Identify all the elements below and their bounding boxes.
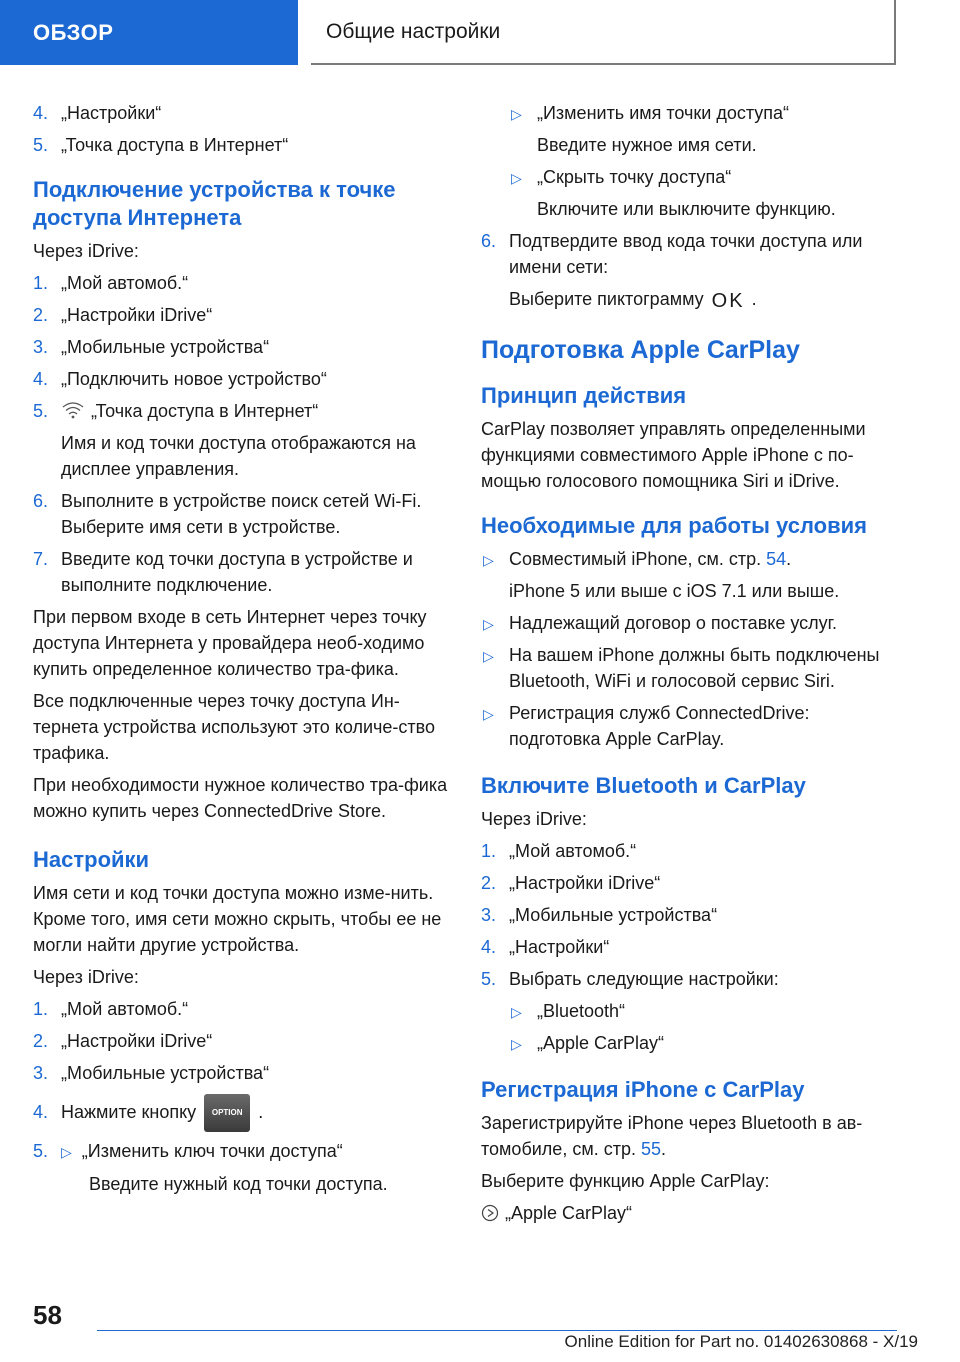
list-item: 6. Подтвердите ввод кода точки доступа или имени сети: (481, 231, 863, 277)
bullet-item: ▷ Надлежащий договор о поставке услуг. (481, 610, 901, 636)
triangle-bullet-icon: ▷ (61, 1144, 72, 1161)
bullet-note: iPhone 5 или выше с iOS 7.1 или выше. (509, 581, 840, 601)
list-item: 7. Введите код точки доступа в устройстве и выполните подключение. (33, 549, 413, 595)
via-idrive-text: Через iDrive: (33, 241, 139, 261)
list-item: 4. Нажмите кнопку OPTION . (33, 1092, 448, 1132)
paragraph: При первом входе в сеть Интернет через точку доступа Интернета у провайдера необ-ходимо купить определенное количество тра-фика. (33, 607, 427, 679)
paragraph: Зарегистрируйте iPhone через Bluetooth в ав-томобиле, см. стр. 55. (481, 1113, 863, 1159)
bullet-item: ▷ На вашем iPhone должны быть подключены Bluetooth, WiFi и голосовой сервис Siri. (483, 645, 880, 691)
header-title: Общие настройки (311, 0, 896, 65)
triangle-bullet-icon: ▷ (483, 706, 494, 722)
step-note: Введите нужный код точки доступа. (89, 1174, 388, 1195)
bullet-item: ▷ Совместимый iPhone, см. стр. 54. (481, 546, 901, 572)
via-idrive-text: Через iDrive: (481, 809, 587, 829)
list-item: 5. „Точка доступа в Интернет“ (33, 401, 319, 421)
via-idrive-text: Через iDrive: (33, 967, 139, 987)
list-item: 1. „Мой автомоб.“ (33, 273, 189, 293)
list-item: 5. Выбрать следующие настройки: (481, 969, 779, 989)
right-column (481, 100, 901, 1232)
heading-conditions: Необходимые для работы условия (481, 513, 867, 538)
paragraph: Выберите функцию Apple CarPlay: (481, 1171, 770, 1191)
bullet-note: Введите нужное имя сети. (537, 135, 757, 155)
list-item: 6. Выполните в устройстве поиск сетей Wi-Fi. Выберите имя сети в устройстве. (33, 491, 422, 537)
list-item: 4. „Подключить новое устройство“ (33, 369, 327, 389)
triangle-bullet-icon: ▷ (483, 616, 494, 632)
header-section-tab: ОБЗОР (0, 0, 298, 65)
bullet-item: ▷ „Изменить имя точки доступа“ (509, 100, 901, 126)
list-item: 5. „Точка доступа в Интернет“ (33, 135, 289, 155)
heading-carplay-prep: Подготовка Apple CarPlay (481, 336, 800, 364)
footer-divider (97, 1330, 897, 1331)
bullet-item: ▷ Регистрация служб ConnectedDrive: подготовка Apple CarPlay. (483, 703, 810, 749)
page-number: 58 (33, 1300, 62, 1330)
heading-register-iphone: Регистрация iPhone с CarPlay (481, 1077, 805, 1102)
list-item: 3. „Мобильные устройства“ (481, 905, 718, 925)
footer-edition: Online Edition for Part no. 01402630868 - X/19 (564, 1332, 918, 1351)
list-item: 2. „Настройки iDrive“ (481, 873, 661, 893)
heading-principle: Принцип действия (481, 383, 687, 408)
bullet-item: ▷ „Bluetooth“ (509, 998, 901, 1024)
step-note: Имя и код точки доступа отображаются на дисплее управления. (61, 433, 416, 479)
list-item: 4. „Настройки“ (33, 103, 162, 123)
bullet-item: ▷ „Apple CarPlay“ (509, 1030, 901, 1056)
list-item: 2. „Настройки iDrive“ (33, 1031, 213, 1051)
paragraph: При необходимости нужное количество тра-фика можно купить через ConnectedDrive Store. (33, 775, 448, 821)
heading-settings: Настройки (33, 847, 150, 872)
paragraph: CarPlay позволяет управлять определенными функциями совместимого Apple iPhone с по-мощью голосового помощника Siri и iDrive. (481, 419, 866, 491)
list-item: 1. „Мой автомоб.“ (481, 841, 637, 861)
triangle-bullet-icon: ▷ (511, 170, 522, 186)
paragraph: Имя сети и код точки доступа можно изме-нить. Кроме того, имя сети можно скрыть, чтобы ее не могли найти другие устройства. (33, 883, 442, 955)
ok-icon: OK (711, 290, 745, 312)
play-circle-icon (481, 1204, 499, 1222)
list-item: 3. „Мобильные устройства“ (33, 1063, 270, 1083)
paragraph: „Apple CarPlay“ (481, 1200, 901, 1226)
list-item: 2. „Настройки iDrive“ (33, 305, 213, 325)
paragraph: Все подключенные через точку доступа Ин-тернета устройства используют это количе-ство трафика. (33, 691, 435, 763)
triangle-bullet-icon: ▷ (511, 1036, 522, 1052)
page-link[interactable]: 55 (640, 1139, 661, 1159)
list-item: 5. ▷ „Изменить ключ точки доступа“ (33, 1141, 343, 1162)
triangle-bullet-icon: ▷ (483, 552, 494, 568)
left-column (33, 100, 448, 1203)
heading-connect-device: Подключение устройства к точке доступа Интернета (33, 177, 396, 230)
bullet-note: Включите или выключите функцию. (537, 199, 836, 219)
list-item: 1. „Мой автомоб.“ (33, 999, 189, 1019)
triangle-bullet-icon: ▷ (511, 106, 522, 122)
option-button-icon: OPTION (204, 1094, 250, 1132)
triangle-bullet-icon: ▷ (483, 648, 494, 664)
list-item: 3. „Мобильные устройства“ (33, 337, 270, 357)
list-item: 4. „Настройки“ (481, 937, 610, 957)
wifi-icon (61, 400, 85, 420)
step-note: Выберите пиктограмму OK . (509, 289, 757, 312)
triangle-bullet-icon: ▷ (511, 1004, 522, 1020)
heading-enable-bluetooth: Включите Bluetooth и CarPlay (481, 773, 806, 798)
page-link[interactable]: 54 (766, 549, 787, 569)
bullet-item: ▷ „Скрыть точку доступа“ (509, 164, 901, 190)
